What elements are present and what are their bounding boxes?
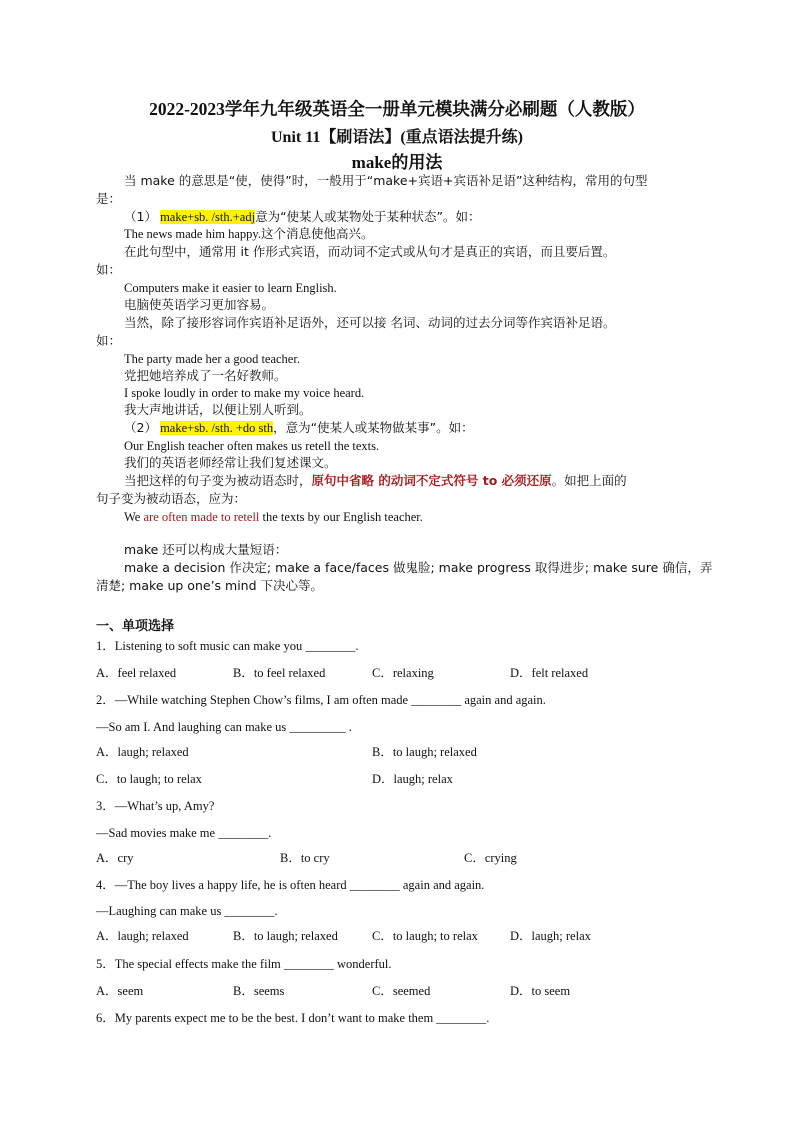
- question-3-stem: 3．—What’s up, Amy?: [96, 799, 215, 813]
- example-3-english: The party made her a good teacher.: [124, 352, 300, 366]
- question-5-option-d[interactable]: D．to seem: [510, 984, 571, 998]
- example-4-english: I spoke loudly in order to make my voice heard.: [124, 386, 365, 400]
- question-3-stem-2: —Sad movies make me ________.: [96, 826, 272, 840]
- intro-paragraph-1: 当 make 的意思是“使，使得”时，一般用于“make+宾语+宾语补足语”这种结构，常用的句型: [124, 173, 648, 188]
- question-4-stem: 4．—The boy lives a happy life, he is often heard ________ again and again.: [96, 878, 485, 892]
- question-4-stem-2: —Laughing can make us ________.: [96, 904, 278, 918]
- question-1-option-c[interactable]: C．relaxing: [372, 666, 434, 680]
- intro-paragraph-2-cont: 如：: [96, 262, 122, 277]
- question-5-stem: 5．The special effects make the film ________ wonderful.: [96, 957, 392, 971]
- rule-2: [124, 420, 474, 436]
- rule-1-description: 意为“使某人或某物处于某种状态”。如：: [255, 209, 481, 224]
- question-2-stem: 2．—While watching Stephen Chow’s films, I am often made ________ again and again.: [96, 693, 546, 707]
- example-2-chinese: 电脑使英语学习更加容易。: [124, 297, 275, 312]
- intro-paragraph-1-cont: 是：: [96, 191, 122, 206]
- rule-1-number: （1）: [124, 209, 157, 224]
- question-5-option-b[interactable]: B．seems: [233, 984, 285, 998]
- passive-note-emphasis: 原句中省略 的动词不定式符号 to 必须还原: [311, 473, 552, 488]
- question-3-option-c[interactable]: C．crying: [464, 851, 517, 865]
- example-6-end: the texts by our English teacher.: [259, 510, 423, 524]
- rule-1: [124, 209, 481, 225]
- question-5-option-c[interactable]: C．seemed: [372, 984, 431, 998]
- question-2-stem-2: —So am I. And laughing can make us _________ .: [96, 720, 352, 734]
- example-5-english: Our English teacher often makes us retell the texts.: [124, 439, 380, 453]
- passive-note: [124, 473, 627, 489]
- example-6: [124, 509, 423, 525]
- intro-paragraph-2: 在此句型中，通常用 it 作形式宾语，而动词不定式或从句才是真正的宾语，而且要后置。: [124, 244, 616, 259]
- passive-note-end: 。如把上面的: [551, 473, 627, 488]
- question-4-option-d[interactable]: D．laugh; relax: [510, 929, 591, 943]
- example-1: The news made him happy.这个消息使他高兴。: [124, 227, 374, 241]
- question-3-option-b[interactable]: B．to cry: [280, 851, 330, 865]
- question-6-stem: 6．My parents expect me to be the best. I don’t want to make them ________.: [96, 1011, 490, 1025]
- question-1-stem: 1．Listening to soft music can make you ________.: [96, 639, 359, 653]
- intro-paragraph-3-cont: 如：: [96, 333, 122, 348]
- question-2-option-c[interactable]: C．to laugh; to relax: [96, 772, 202, 786]
- phrases-list-cont: 清楚; make up one’s mind 下决心等。: [96, 578, 324, 593]
- rule-2-number: （2）: [124, 420, 157, 435]
- phrases-intro: make 还可以构成大量短语：: [124, 542, 288, 557]
- passive-note-cont: 句子变为被动语态，应为：: [96, 491, 247, 506]
- question-1-option-d[interactable]: D．felt relaxed: [510, 666, 589, 680]
- question-2-option-d[interactable]: D．laugh; relax: [372, 772, 453, 786]
- question-5-option-a[interactable]: A．seem: [96, 984, 144, 998]
- example-2-english: Computers make it easier to learn English.: [124, 281, 337, 295]
- example-5-chinese: 我们的英语老师经常让我们复述课文。: [124, 455, 337, 470]
- topic-title: make的用法: [351, 153, 443, 172]
- question-2-option-a[interactable]: A．laugh; relaxed: [96, 745, 189, 759]
- example-6-highlight: are often made to retell: [143, 510, 260, 524]
- question-4-option-c[interactable]: C．to laugh; to relax: [372, 929, 478, 943]
- question-2-option-b[interactable]: B．to laugh; relaxed: [372, 745, 477, 759]
- rule-1-pattern: make+sb. /sth.+adj: [160, 210, 256, 224]
- rule-2-description: ，意为“使某人或某物做某事”。如：: [273, 420, 474, 435]
- passive-note-start: 当把这样的句子变为被动语态时，: [124, 473, 312, 488]
- phrases-list: make a decision 作决定; make a face/faces 做鬼脸; make progress 取得进步; make sure 确信，弄: [124, 560, 713, 575]
- example-4-chinese: 我大声地讲话，以便让别人听到。: [124, 402, 312, 417]
- section-heading: 一、单项选择: [96, 619, 175, 634]
- example-6-start: We: [124, 510, 144, 524]
- document-title: 2022-2023学年九年级英语全一册单元模块满分必刷题（人教版）: [149, 99, 645, 119]
- rule-2-pattern: make+sb. /sth. +do sth: [160, 421, 274, 435]
- question-3-option-a[interactable]: A．cry: [96, 851, 134, 865]
- question-4-option-a[interactable]: A．laugh; relaxed: [96, 929, 189, 943]
- unit-subtitle: Unit 11【刷语法】(重点语法提升练): [270, 129, 523, 146]
- question-4-option-b[interactable]: B．to laugh; relaxed: [233, 929, 338, 943]
- intro-paragraph-3: 当然，除了接形容词作宾语补足语外，还可以接 名词、动词的过去分词等作宾语补足语。: [124, 315, 616, 330]
- example-3-chinese: 党把她培养成了一名好教师。: [124, 368, 287, 383]
- question-1-option-b[interactable]: B．to feel relaxed: [233, 666, 326, 680]
- question-1-option-a[interactable]: A．feel relaxed: [96, 666, 177, 680]
